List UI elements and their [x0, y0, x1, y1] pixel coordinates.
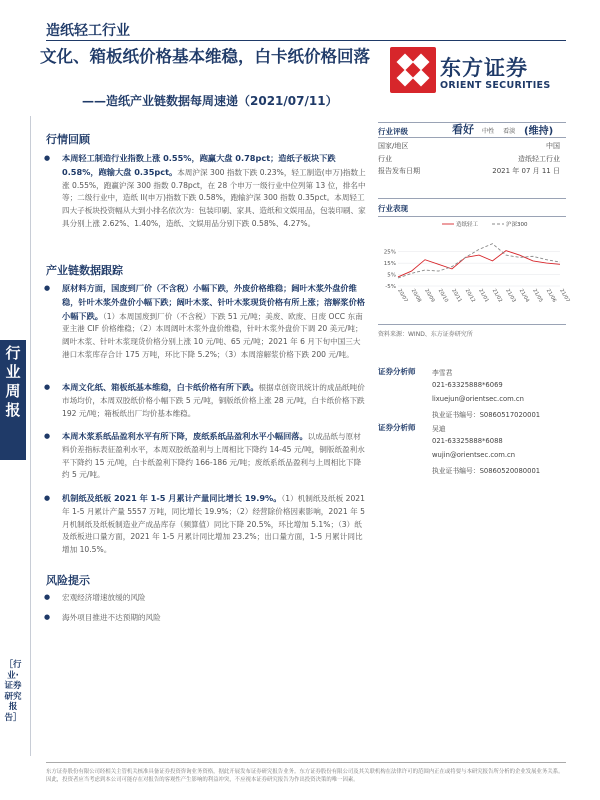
- rating-val: 造纸轻工行业: [518, 154, 560, 163]
- chart-title-rule: [378, 216, 566, 217]
- sidebar-report-type: 行业周报: [5, 344, 21, 419]
- rating-mid: 中性: [482, 128, 495, 135]
- x-tick-label: 21/01: [477, 288, 490, 304]
- legend-label: 造纸轻工: [456, 222, 479, 228]
- analyst-phone: 021-63325888*6069: [432, 381, 503, 389]
- analyst-email[interactable]: wujin@orientsec.com.cn: [432, 451, 516, 459]
- x-tick-label: 21/06: [544, 288, 558, 304]
- rating-key: 国家/地区: [378, 142, 409, 151]
- bullet-icon: ●: [44, 613, 51, 621]
- chart-source: 资料来源：WIND、东方证券研究所: [378, 331, 473, 338]
- footer-disclaimer: 东方证券股份有限公司经相关主管机关核准具备证券投资咨询业务资格，据此开展发布证券研究报告业务。东方证券股份有限公司及其关联机构在法律许可的范围内正在或将要与本研究报告所分析的企业发展业务关系。因此，投资者应当考虑到本公司可能存在对报告的客观性产生影响的利益冲突，不应视本证券研究报告为作出投资决策的唯一因素。: [46, 769, 564, 783]
- rating-key: 报告发布日期: [378, 167, 420, 176]
- x-tick-label: 21/05: [531, 288, 544, 304]
- bullet-icon: ●: [44, 593, 51, 601]
- risk-item: 海外项目推进不达预期的风险: [62, 613, 161, 622]
- logo-cn-text: 东方证券: [440, 56, 528, 80]
- rating-table: [378, 140, 560, 178]
- x-tick-label: 21/02: [490, 288, 504, 304]
- orient-logo-icon: [390, 47, 436, 93]
- chart-title: 行业表现: [378, 204, 408, 213]
- x-tick-label: 20/08: [409, 288, 423, 304]
- report-title: 文化、箱板纸价格基本维稳，白卡纸价格回落: [40, 47, 370, 66]
- analyst-cert: 执业证书编号：S0860517020001: [432, 411, 541, 419]
- paragraph-profitability: 本周木浆系纸品盈利水平有所下降，废纸系纸品盈利水平小幅回落。以成品纸与原材料价差指标表征盈利水平，本周双胶纸盈利与上周相比下降约 14-45 元/吨，铜版纸盈利水平下降约 15 元/吨，白卡纸盈利下降约 166-186 元/吨；废纸系纸品盈利与上周相比下降约 5 元/吨。: [62, 431, 365, 480]
- analyst-name: 吴迪: [432, 425, 446, 433]
- rating-label: 行业评级: [378, 127, 408, 136]
- x-tick-label: 21/03: [504, 288, 517, 304]
- section-market-review: 行情回顾: [46, 133, 90, 146]
- x-tick-label: 20/10: [436, 288, 450, 304]
- x-tick-label: 20/09: [423, 288, 436, 304]
- left-vertical-rule: [30, 116, 31, 756]
- rating-low: 看淡: [503, 128, 516, 135]
- analyst-cert: 执业证书编号：S0860520080001: [432, 467, 541, 475]
- bullet-icon: ●: [44, 284, 51, 292]
- footer-rule: [46, 762, 566, 763]
- paragraph-market-review: 本周轻工制造行业指数上涨 0.55%，跑赢大盘 0.78pct；造纸子板块下跌 0.58%，跑输大盘 0.35pct。本周沪深 300 指数下跌 0.23%，轻工制造(申万)指数上涨 0.55%，跑赢沪深 300 指数 0.78pct，在 28 个申万一级行业中位列第 13 位，排名中等；二级行业中，造纸 II(申万)指数下跌 0.58%，跑输沪深 300 指数 0.35pct。本周轻工四大子板块投资幅从大到小排名依次为：包装印刷、家具、造纸和文娱用品，包装印刷、家具分别上涨 2.62%、1.40%，造纸、文娱用品分别下跌 0.58%、4.27%。: [62, 153, 366, 228]
- y-tick-label: -5%: [385, 284, 396, 290]
- industry-label: 造纸轻工行业: [46, 23, 130, 39]
- paragraph-paper-prices: 本周文化纸、箱板纸基本维稳，白卡纸价格有所下跌。根据卓创资讯统计的成品纸吨价市场均价，本周双胶纸价格小幅下跌 5 元/吨，铜版纸价格上涨 28 元/吨，白卡纸价格下跌 192 元/吨；箱板纸出厂均价基本维稳。: [62, 382, 365, 418]
- sidebar-report-category: ［行业·证券研究报告］: [4, 660, 22, 723]
- rating-mid-rule: [378, 137, 566, 138]
- logo-en-text: ORIENT SECURITIES: [440, 80, 551, 91]
- bullet-icon: ●: [44, 494, 51, 502]
- x-tick-label: 20/07: [396, 288, 409, 304]
- legend-label: 沪深300: [506, 222, 528, 228]
- section-chain-tracking: 产业链数据跟踪: [46, 264, 123, 277]
- bullet-icon: ●: [44, 154, 51, 162]
- analyst-role: 证券分析师: [378, 423, 416, 432]
- x-tick-label: 21/04: [517, 288, 531, 304]
- series-line-2: [398, 244, 560, 278]
- analyst-name: 李雪君: [432, 369, 453, 377]
- report-subtitle: ——造纸产业链数据每周速递（2021/07/11）: [82, 94, 338, 108]
- paragraph-raw-materials: 原材料方面，国废到厂价（不含税）小幅下跌，外废价格维稳；阔叶木浆外盘价维稳，针叶木浆外盘价小幅下跌；阔叶木浆、针叶木浆现货价格有所上涨；溶解浆价格小幅下跌。（1）本周国废到厂价（不含税）下跌 51 元/吨；美废、欧废、日废 OCC 东南亚主港 CIF 价格维稳；（2）本周阔叶木浆外盘价维稳，针叶木浆外盘价下调 20 美元/吨；阔叶木浆、针叶木浆现货价格分别上涨 10 元/吨、65 元/吨；2021 年 6 月下旬中国三大港口木浆库存合计 175 万吨，环比下降 5.2%；（3）本周溶解浆价格下跌 200 元/吨。: [62, 283, 365, 359]
- x-tick-label: 21/07: [558, 288, 571, 304]
- series-line-1: [398, 251, 560, 277]
- top-divider: [46, 40, 566, 41]
- chart-top-rule: [378, 198, 566, 199]
- rating-keep: (维持): [524, 126, 554, 137]
- industry-performance-chart: [378, 222, 571, 320]
- analyst-email[interactable]: lixuejun@orientsec.com.cn: [432, 395, 524, 403]
- y-tick-label: 15%: [383, 261, 396, 268]
- risk-item: 宏观经济增速放缓的风险: [62, 593, 146, 602]
- rating-value: 看好: [452, 123, 474, 136]
- analyst-phone: 021-63325888*6088: [432, 437, 503, 445]
- y-tick-label: 25%: [383, 249, 396, 256]
- rating-key: 行业: [378, 154, 392, 163]
- rating-val: 中国: [546, 142, 560, 151]
- x-tick-label: 20/11: [450, 288, 463, 304]
- rating-val: 2021 年 07 月 11 日: [492, 167, 560, 176]
- paragraph-production: 机制纸及纸板 2021 年 1-5 月累计产量同比增长 19.9%。（1）机制纸及纸板 2021 年 1-5 月累计产量 5557 万吨，同比增长 19.9%；（2）经营除价格因素影响，2021 年 5 月机制纸及纸板制造业产成品库存（频算值）同比下降 20.5%，环比增加 5.1%；（3）纸及纸板进口量方面，2021 年 1-5 月累计同比增加 23.2%；出口量方面，1-5 月累计同比增加 10.5%。: [62, 493, 365, 555]
- x-tick-label: 20/12: [463, 288, 477, 304]
- section-risk: 风险提示: [46, 574, 90, 587]
- chart-bottom-rule: [378, 324, 566, 325]
- analyst-role: 证券分析师: [378, 367, 416, 376]
- bullet-icon: ●: [44, 432, 51, 440]
- bullet-icon: ●: [44, 383, 51, 391]
- y-tick-label: 5%: [387, 272, 396, 279]
